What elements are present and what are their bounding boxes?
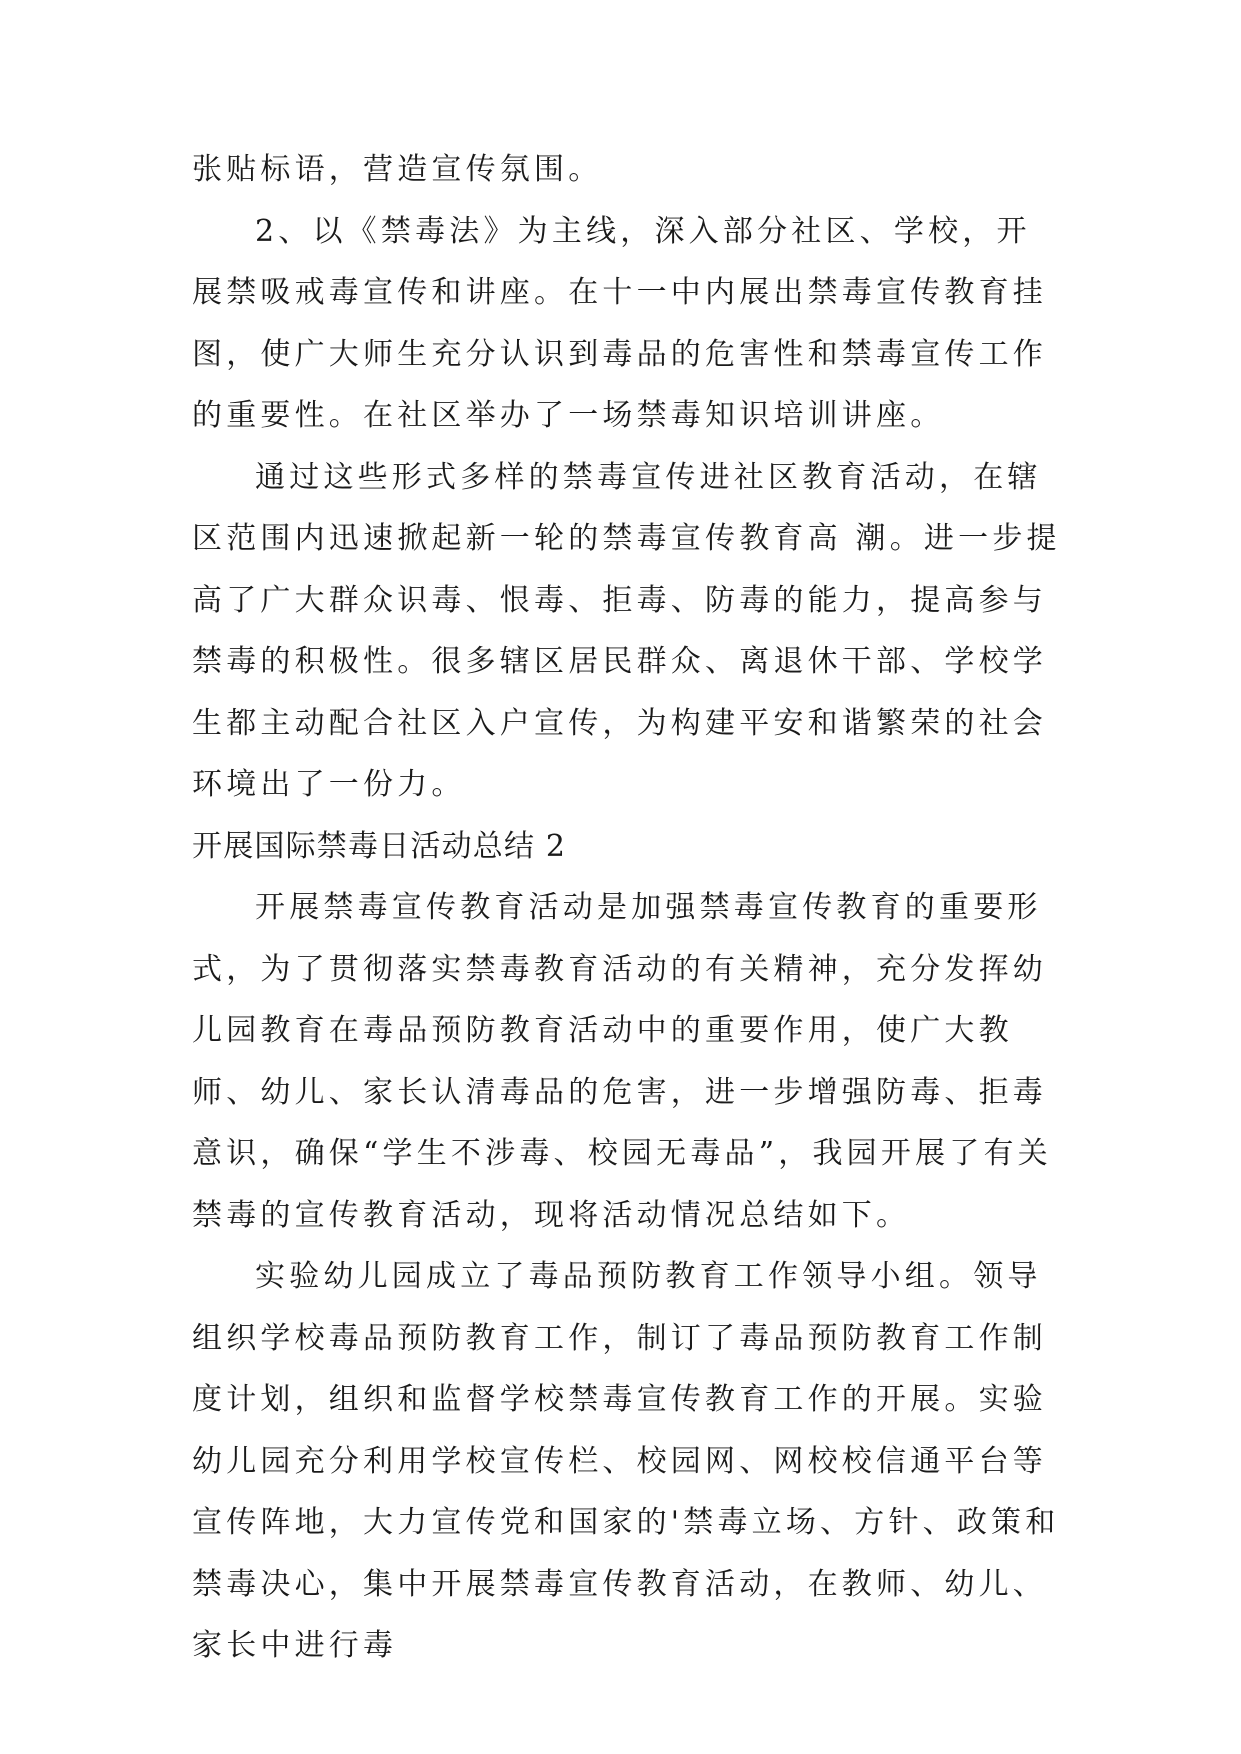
paragraph: 实验幼儿园成立了毒品预防教育工作领导小组。领导组织学校毒品预防教育工作，制订了毒品预防教育工作制度计划，组织和监督学校禁毒宣传教育工作的开展。实验幼儿园充分利用学校宣传栏、校园网、网校校信通平台等宣传阵地，大力宣传党和国家的'禁毒立场、方针、政策和禁毒决心，集中开展禁毒宣传教育活动，在教师、幼儿、家长中进行毒 [192,1259,1060,1663]
body-text [192,139,1062,1677]
paragraph: 开展禁毒宣传教育活动是加强禁毒宣传教育的重要形式，为了贯彻落实禁毒教育活动的有关精神，充分发挥幼儿园教育在毒品预防教育活动中的重要作用，使广大教师、幼儿、家长认清毒品的危害，进一步增强防毒、拒毒意识，确保“学生不涉毒、校园无毒品”，我园开展了有关禁毒的宣传教育活动，现将活动情况总结如下。 [192,890,1052,1233]
section-heading: 开展国际禁毒日活动总结 2 [192,828,567,864]
paragraph: 2、以《禁毒法》为主线，深入部分社区、学校，开展禁吸戒毒宣传和讲座。在十一中内展出禁毒宣传教育挂图，使广大师生充分认识到毒品的危害性和禁毒宣传工作的重要性。在社区举办了一场禁毒知识培训讲座。 [192,213,1047,433]
paragraph: 通过这些形式多样的禁毒宣传进社区教育活动，在辖区范围内迅速掀起新一轮的禁毒宣传教育高 潮。进一步提高了广大群众识毒、恨毒、拒毒、防毒的能力，提高参与禁毒的积极性。很多辖区居民群众、离退休干部、学校学生都主动配合社区入户宣传，为构建平安和谐繁荣的社会环境出了一份力。 [192,459,1061,802]
paragraph-continuation: 张贴标语，营造宣传氛围。 [192,152,603,187]
